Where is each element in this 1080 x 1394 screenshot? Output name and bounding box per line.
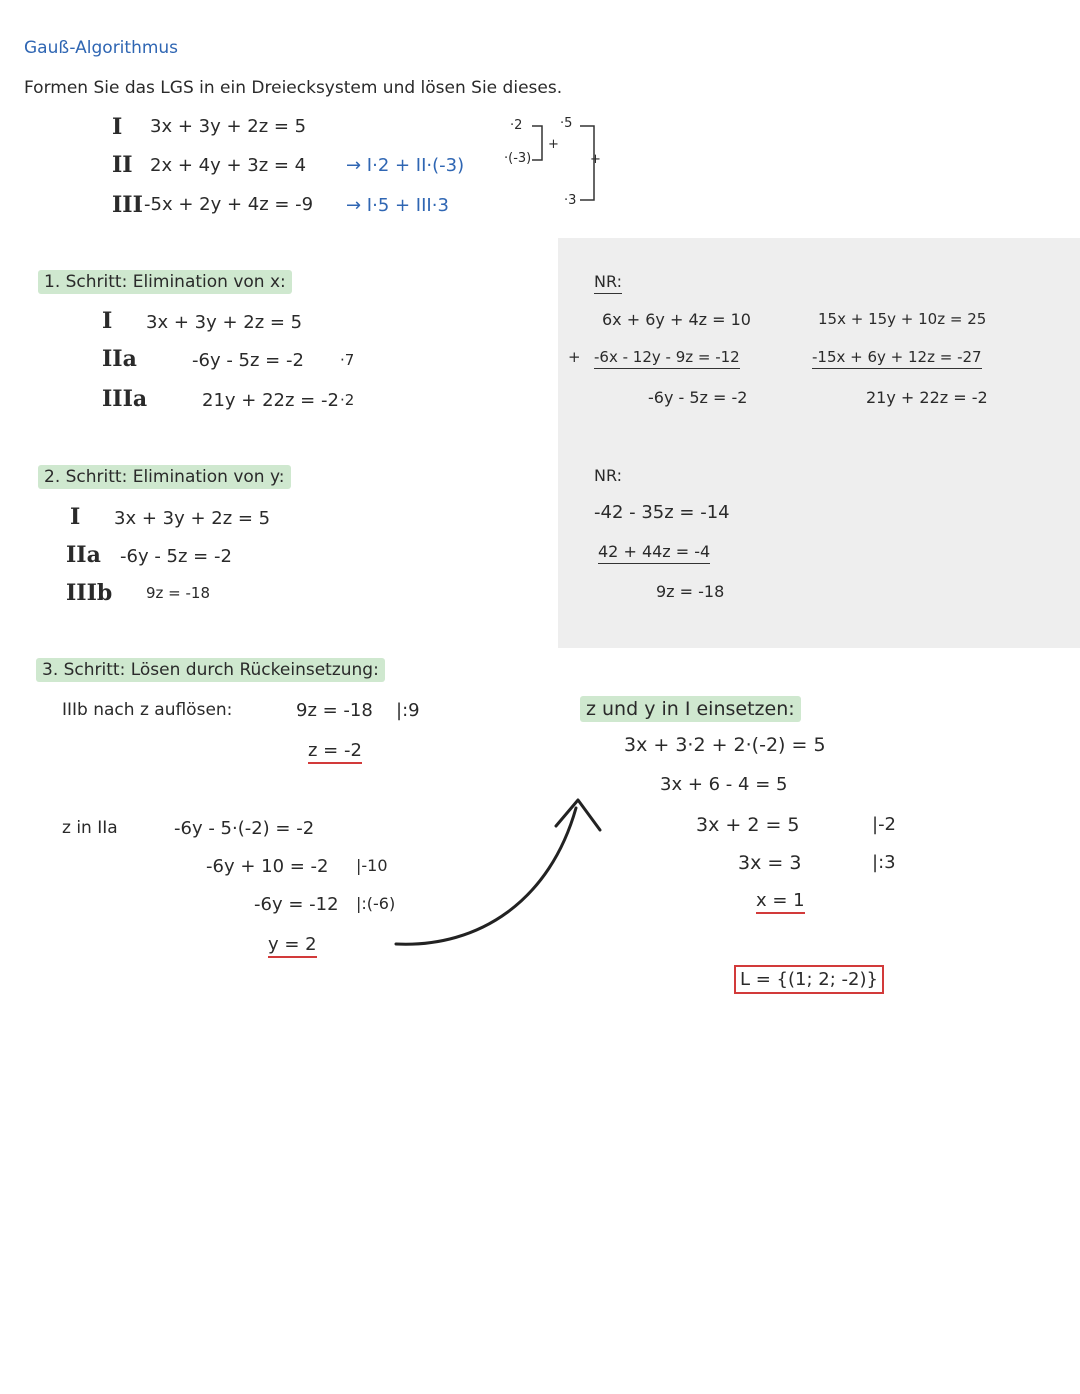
nr2-label: NR:	[594, 466, 622, 485]
nr1-right-2: -15x + 6y + 12z = -27	[812, 348, 982, 369]
system-op-3: → I·5 + III·3	[346, 195, 449, 216]
system-eq-2: 2x + 4y + 3z = 4	[150, 155, 307, 176]
nr1-label: NR:	[594, 272, 622, 294]
page-title: Gauß-Algorithmus	[24, 38, 179, 58]
nr1-right-3: 21y + 22z = -2	[866, 388, 988, 407]
step3-line-3: -6y = -12	[254, 894, 339, 915]
step1-eq-1: 3x + 3y + 2z = 5	[146, 312, 303, 333]
step3-op-2: |-10	[356, 856, 388, 875]
step1-label-2: IIa	[102, 346, 137, 372]
step3-sub-label: z in IIa	[62, 818, 118, 838]
step3-heading: 3. Schritt: Lösen durch Rückeinsetzung:	[36, 658, 385, 682]
step4-line-1: 3x + 3·2 + 2·(-2) = 5	[624, 734, 826, 756]
step3-op-3: |:(-6)	[356, 894, 396, 913]
step2-label-3: IIIb	[66, 580, 113, 606]
step1-factor-3: ·2	[340, 391, 355, 409]
arrow-head-icon	[556, 800, 600, 830]
nr1-plus: +	[568, 348, 581, 366]
step1-label-1: I	[102, 308, 113, 334]
row-label-3: III	[112, 192, 143, 218]
step2-eq-1: 3x + 3y + 2z = 5	[114, 508, 271, 529]
solution-set: L = {(1; 2; -2)}	[734, 965, 884, 994]
system-eq-1: 3x + 3y + 2z = 5	[150, 116, 307, 137]
y-result: y = 2	[268, 934, 317, 958]
step2-heading: 2. Schritt: Elimination von y:	[38, 465, 291, 489]
step1-factor-2: ·7	[340, 351, 355, 369]
system-eq-3: -5x + 2y + 4z = -9	[144, 194, 314, 215]
row-label-1: I	[112, 114, 123, 140]
row-label-2: II	[112, 152, 133, 178]
system-op-2: → I·2 + II·(-3)	[346, 155, 465, 176]
factor-4: ·3	[564, 193, 577, 208]
z-result: z = -2	[308, 740, 362, 764]
step4-op-3: |-2	[872, 814, 897, 835]
step4-heading: z und y in I einsetzen:	[580, 696, 801, 722]
step3-line-1: -6y - 5·(-2) = -2	[174, 818, 315, 839]
step3-solve-op: |:9	[396, 700, 420, 721]
step2-label-2: IIa	[66, 542, 101, 568]
plus-1: +	[548, 137, 559, 152]
task-text: Formen Sie das LGS in ein Dreiecksystem und lösen Sie dieses.	[24, 78, 563, 98]
step3-solve-eq: 9z = -18	[296, 700, 373, 721]
step4-line-2: 3x + 6 - 4 = 5	[660, 774, 788, 795]
step1-heading: 1. Schritt: Elimination von x:	[38, 270, 292, 294]
nr2-line-3: 9z = -18	[656, 582, 725, 601]
nr1-left-3: -6y - 5z = -2	[648, 388, 748, 407]
step2-label-1: I	[70, 504, 81, 530]
factor-3: ·5	[560, 116, 573, 131]
step2-eq-3: 9z = -18	[146, 584, 211, 602]
step4-op-4: |:3	[872, 852, 896, 873]
nr2-line-1: -42 - 35z = -14	[594, 502, 730, 523]
step1-label-3: IIIa	[102, 386, 148, 412]
x-result: x = 1	[756, 890, 805, 914]
step4-line-3: 3x + 2 = 5	[696, 814, 800, 836]
nr2-line-2: 42 + 44z = -4	[598, 542, 710, 564]
step1-eq-3: 21y + 22z = -2	[202, 390, 339, 411]
factor-2: ·(-3)	[504, 151, 532, 166]
step3-solve-label: IIIb nach z auflösen:	[62, 700, 233, 720]
plus-2: +	[590, 152, 601, 167]
nr1-right-1: 15x + 15y + 10z = 25	[818, 310, 987, 328]
factor-1: ·2	[510, 118, 523, 133]
arrow-curve	[396, 808, 576, 944]
step3-line-2: -6y + 10 = -2	[206, 856, 329, 877]
step2-eq-2: -6y - 5z = -2	[120, 546, 232, 567]
nr1-left-1: 6x + 6y + 4z = 10	[602, 310, 751, 329]
step1-eq-2: -6y - 5z = -2	[192, 350, 304, 371]
step4-line-4: 3x = 3	[738, 852, 802, 874]
nr1-left-2: -6x - 12y - 9z = -12	[594, 348, 740, 369]
